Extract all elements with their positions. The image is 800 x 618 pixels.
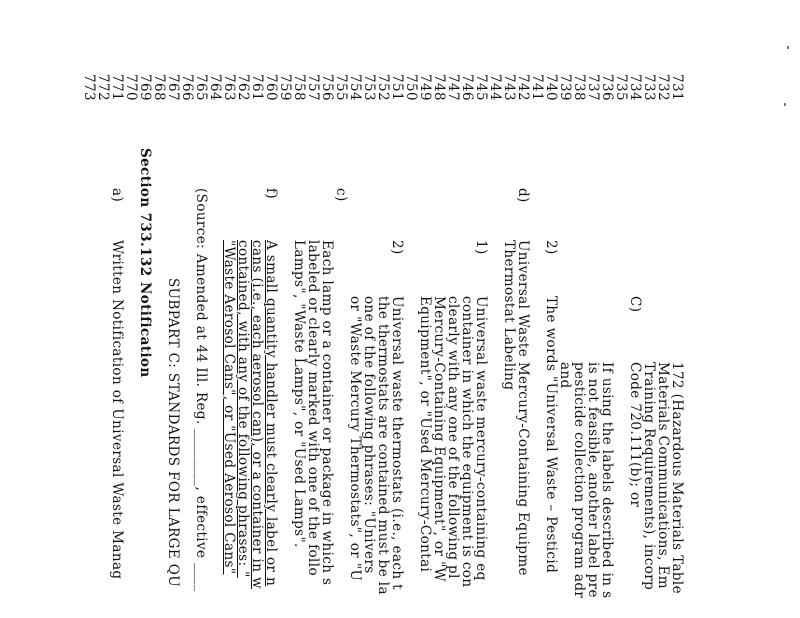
line-number: 741 <box>529 74 545 101</box>
body-text-line: or "Waste Mercury Thermostats", or "U <box>347 296 363 582</box>
section-number: Section 733.132 <box>137 148 153 277</box>
line-number: 763 <box>221 74 237 101</box>
line-number: 770 <box>123 74 139 101</box>
line-number: 761 <box>249 74 265 101</box>
body-text-line: Equipment", or "Used Mercury-Contai <box>417 296 433 573</box>
body-text-line: The words "Universal Waste – Pesticid <box>543 296 559 574</box>
section-heading: Notification <box>137 282 153 378</box>
line-number: 740 <box>543 74 559 101</box>
line-number: 757 <box>305 74 321 101</box>
body-text-line: Universal waste thermostats (i.e., each t <box>389 296 405 590</box>
line-number: 739 <box>557 74 573 101</box>
line-number: 765 <box>193 74 209 101</box>
line-number: 758 <box>291 74 307 101</box>
item-label: f) <box>263 188 279 200</box>
line-number: 744 <box>487 74 503 101</box>
line-number: 747 <box>445 74 461 101</box>
line-number: 766 <box>179 74 195 101</box>
body-text-line: Code 720.111(b); or <box>627 362 643 508</box>
body-text-line: "Waste Aerosol Cans", or "Used Aerosol Cans" <box>221 240 237 575</box>
body-text-line: clearly with any one of the following pl <box>445 296 461 579</box>
line-number: 746 <box>459 74 475 101</box>
body-text-line: Each lamp or a container or package in which s <box>319 240 335 586</box>
line-number: 753 <box>361 74 377 101</box>
item-label: a) <box>109 188 125 203</box>
body-text-line: the thermostats are contained must be la <box>375 296 391 595</box>
body-text-line: cans (i.e., each aerosol can), or a container in w <box>249 240 265 589</box>
body-text-line: Universal Waste Mercury-Containing Equipme <box>515 240 531 576</box>
line-number: 769 <box>137 74 153 101</box>
line-number: 745 <box>473 74 489 101</box>
line-number: 748 <box>431 74 447 101</box>
body-text-line: Universal waste mercury-containing eq <box>473 296 489 581</box>
line-number: 764 <box>207 74 223 101</box>
body-text-line: 172 (Hazardous Materials Table <box>669 362 685 595</box>
body-text-line: If using the labels described in s <box>599 362 615 599</box>
item-label: 2) <box>543 240 559 255</box>
line-number: 771 <box>109 74 125 101</box>
body-text-line: contained, with any of the following phrases: " <box>235 240 251 578</box>
line-number: 755 <box>333 74 349 101</box>
line-number: 733 <box>641 74 657 101</box>
line-number: 736 <box>599 74 615 101</box>
body-text-line: Written Notification of Universal Waste Manag <box>109 240 125 580</box>
item-label: 1) <box>473 240 489 255</box>
item-label: C) <box>627 296 643 313</box>
line-number: 750 <box>403 74 419 101</box>
line-number: 760 <box>263 74 279 101</box>
line-number: 768 <box>151 74 167 101</box>
scan-speck <box>787 46 789 49</box>
body-text-line: is not feasible, another label pre <box>585 362 601 598</box>
line-number: 751 <box>389 74 405 101</box>
body-text-line: Materials Communications, Em <box>655 362 671 589</box>
line-number: 742 <box>515 74 531 101</box>
line-number: 734 <box>627 74 643 101</box>
body-text-line: container in which the equipment is con <box>459 296 475 588</box>
item-label: 2) <box>389 240 405 255</box>
body-text-line: Mercury-Containing Equipment", or "W <box>431 296 447 582</box>
scan-speck <box>784 103 786 106</box>
body-text-line: A small quantity handler must clearly label or n <box>263 240 279 587</box>
body-text-line: one of the following phrases: "Univers <box>361 296 377 574</box>
source-note: (Source: Amended at 44 Ill. Reg. ________, effective ____ <box>193 188 209 592</box>
subpart-heading: SUBPART C: STANDARDS FOR LARGE QU <box>165 278 181 588</box>
line-number: 735 <box>613 74 629 101</box>
line-number: 762 <box>235 74 251 101</box>
line-number: 759 <box>277 74 293 101</box>
line-number: 732 <box>655 74 671 101</box>
line-number: 752 <box>375 74 391 101</box>
body-text-line: and <box>557 362 573 389</box>
line-number: 738 <box>571 74 587 101</box>
body-text-line: pesticide collection program adr <box>571 362 587 599</box>
line-number: 754 <box>347 74 363 101</box>
line-number: 773 <box>81 74 97 101</box>
body-text-line: labeled or clearly marked with one of the follo <box>305 240 321 577</box>
line-number: 749 <box>417 74 433 101</box>
line-number: 772 <box>95 74 111 101</box>
body-text-line: Lamps", "Waste Lamps", or "Used Lamps". <box>291 240 307 548</box>
line-number: 737 <box>585 74 601 101</box>
line-number: 756 <box>319 74 335 101</box>
line-number: 767 <box>165 74 181 101</box>
item-label: d) <box>515 188 531 203</box>
body-text-line: Thermostat Labeling <box>501 240 517 391</box>
body-text-line: Training Requirements), incorp <box>641 362 657 591</box>
line-number: 731 <box>669 74 685 101</box>
line-number: 743 <box>501 74 517 101</box>
item-label: c) <box>333 188 349 202</box>
